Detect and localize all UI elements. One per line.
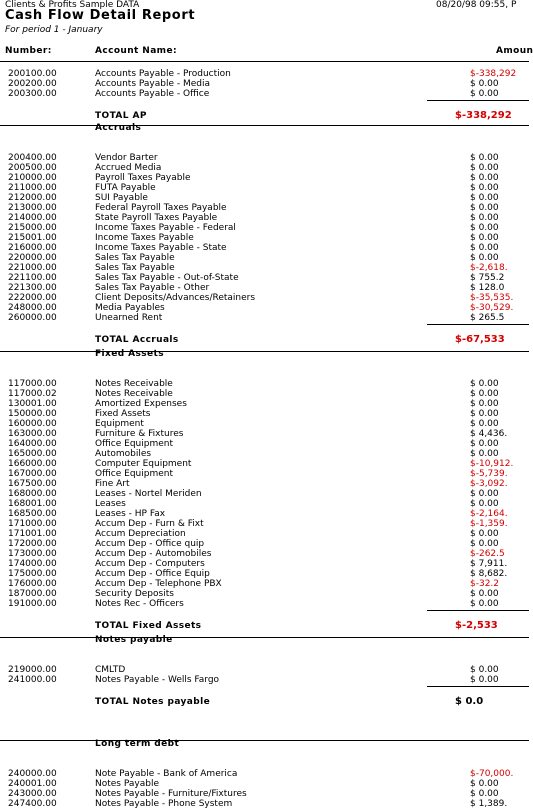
amount-value: $ 0.00 (470, 399, 499, 409)
section-total-amount: $-67,533 (455, 334, 505, 345)
table-row (0, 569, 529, 579)
account-name: Income Taxes Payable - State (95, 243, 227, 253)
table-row (0, 429, 529, 439)
amount-value: $ 0.00 (470, 499, 499, 509)
amount-value: $ 0.00 (470, 203, 499, 213)
account-number: 248000.00 (8, 303, 57, 313)
amount-value: $ 0.00 (470, 389, 499, 399)
account-number: 172000.00 (8, 539, 57, 549)
amount-value: $-338,292 (470, 69, 517, 79)
table-row (0, 79, 529, 89)
amount-value: $ 0.00 (470, 213, 499, 223)
account-number: 221100.00 (8, 273, 57, 283)
account-name: Fine Art (95, 479, 130, 489)
column-header-amount: Amoun (496, 46, 533, 56)
account-name: Furniture & Fixtures (95, 429, 184, 439)
account-number: 222000.00 (8, 293, 57, 303)
account-name: Vendor Barter (95, 153, 158, 163)
account-name: Accum Dep - Computers (95, 559, 205, 569)
amount-value: $ 0.00 (470, 489, 499, 499)
account-number: 200300.00 (8, 89, 57, 99)
amount-value: $ 0.00 (470, 665, 499, 675)
account-name: Automobiles (95, 449, 152, 459)
report-header (0, 0, 533, 60)
account-name: Sales Tax Payable (95, 263, 175, 273)
account-number: 176000.00 (8, 579, 57, 589)
account-number: 168500.00 (8, 509, 57, 519)
account-number: 117000.00 (8, 379, 57, 389)
account-number: 247400.00 (8, 799, 57, 809)
account-name: Accum Dep - Office Equip (95, 569, 210, 579)
account-number: 221300.00 (8, 283, 57, 293)
table-row (0, 509, 529, 519)
account-name: Sales Tax Payable - Other (95, 283, 210, 293)
account-name: Income Taxes Payable - Federal (95, 223, 236, 233)
company-name: Clients & Profits Sample DATA (5, 0, 140, 10)
account-number: 200400.00 (8, 153, 57, 163)
amount-value: $-262.5 (470, 549, 505, 559)
table-row (0, 489, 529, 499)
amount-value: $ 4,436. (470, 429, 508, 439)
account-name: Accrued Media (95, 163, 162, 173)
account-number: 187000.00 (8, 589, 57, 599)
table-row (0, 173, 529, 183)
table-row (0, 499, 529, 509)
account-number: 165000.00 (8, 449, 57, 459)
amount-value: $ 0.00 (470, 599, 499, 609)
amount-value: $-32.2 (470, 579, 500, 589)
account-number: 215000.00 (8, 223, 57, 233)
report-period: For period 1 - January (5, 25, 103, 35)
account-number: 174000.00 (8, 559, 57, 569)
table-row (0, 69, 529, 79)
account-name: Payroll Taxes Payable (95, 173, 191, 183)
table-row (0, 479, 529, 489)
table-row (0, 779, 529, 789)
account-number: 191000.00 (8, 599, 57, 609)
amount-value: $-3,092. (470, 479, 508, 489)
section-total-amount: $-338,292 (455, 110, 512, 121)
column-header-account: Account Name: (95, 46, 177, 56)
section-total-label: TOTAL AP (95, 111, 147, 121)
account-number: 240001.00 (8, 779, 57, 789)
amount-value: $ 0.00 (470, 253, 499, 263)
section-divider (0, 637, 529, 638)
column-header-number: Number: (5, 46, 52, 56)
account-name: Notes Payable (95, 779, 159, 789)
table-row (0, 589, 529, 599)
account-name: Amortized Expenses (95, 399, 187, 409)
account-name: Notes Payable - Wells Fargo (95, 675, 220, 685)
amount-value: $ 1,389. (470, 799, 508, 809)
table-row (0, 665, 529, 675)
section-total-amount: $-2,533 (455, 620, 498, 631)
table-row (0, 799, 529, 809)
amount-value: $-5,739. (470, 469, 508, 479)
table-row (0, 449, 529, 459)
table-row (0, 379, 529, 389)
account-name: Accum Depreciation (95, 529, 186, 539)
table-row (0, 459, 529, 469)
account-name: Unearned Rent (95, 313, 163, 323)
account-name: Notes Receivable (95, 389, 173, 399)
account-number: 221000.00 (8, 263, 57, 273)
table-row (0, 193, 529, 203)
account-name: Office Equipment (95, 469, 173, 479)
account-name: Income Taxes Payable (95, 233, 194, 243)
table-row (0, 399, 529, 409)
section-total-label: TOTAL Accruals (95, 335, 179, 345)
amount-value: $ 0.00 (470, 79, 499, 89)
subtotal-rule (427, 324, 529, 325)
table-row (0, 469, 529, 479)
amount-value: $-1,359. (470, 519, 508, 529)
account-name: Sales Tax Payable (95, 253, 175, 263)
account-number: 167000.00 (8, 469, 57, 479)
section-divider (0, 351, 529, 352)
account-name: Accum Dep - Telephone PBX (95, 579, 222, 589)
amount-value: $ 0.00 (470, 409, 499, 419)
account-name: Client Deposits/Advances/Retainers (95, 293, 256, 303)
amount-value: $ 128.0 (470, 283, 505, 293)
account-number: 167500.00 (8, 479, 57, 489)
amount-value: $ 0.00 (470, 419, 499, 429)
table-row (0, 203, 529, 213)
account-number: 220000.00 (8, 253, 57, 263)
account-number: 200200.00 (8, 79, 57, 89)
account-number: 211000.00 (8, 183, 57, 193)
table-row (0, 313, 529, 323)
account-number: 175000.00 (8, 569, 57, 579)
table-row (0, 599, 529, 609)
amount-value: $ 7,911. (470, 559, 508, 569)
print-datetime: 08/20/98 09:55, P (436, 0, 517, 10)
section-title: Notes payable (95, 635, 173, 645)
account-number: 240000.00 (8, 769, 57, 779)
section-divider (0, 740, 529, 741)
table-row (0, 263, 529, 273)
table-row (0, 273, 529, 283)
table-row (0, 253, 529, 263)
table-row (0, 283, 529, 293)
table-row (0, 163, 529, 173)
table-row (0, 183, 529, 193)
table-row (0, 439, 529, 449)
subtotal-rule (427, 686, 529, 687)
table-row (0, 243, 529, 253)
account-number: 166000.00 (8, 459, 57, 469)
account-number: 243000.00 (8, 789, 57, 799)
amount-value: $ 0.00 (470, 153, 499, 163)
account-number: 215001.00 (8, 233, 57, 243)
account-name: Leases - Nortel Meriden (95, 489, 202, 499)
table-row (0, 579, 529, 589)
account-number: 200500.00 (8, 163, 57, 173)
account-number: 173000.00 (8, 549, 57, 559)
account-number: 168000.00 (8, 489, 57, 499)
table-row (0, 529, 529, 539)
account-number: 160000.00 (8, 419, 57, 429)
section-total-label: TOTAL Fixed Assets (95, 621, 202, 631)
table-row (0, 223, 529, 233)
section-title: Accruals (95, 123, 142, 133)
amount-value: $ 0.00 (470, 675, 499, 685)
amount-value: $ 0.00 (470, 173, 499, 183)
amount-value: $ 8,682. (470, 569, 508, 579)
amount-value: $ 0.00 (470, 163, 499, 173)
table-row (0, 769, 529, 779)
section-title: Fixed Assets (95, 349, 164, 359)
account-name: Office Equipment (95, 439, 173, 449)
table-row (0, 675, 529, 685)
account-number: 168001.00 (8, 499, 57, 509)
amount-value: $-30,529. (470, 303, 514, 313)
section-divider (0, 61, 529, 62)
table-row (0, 389, 529, 399)
amount-value: $ 0.00 (470, 379, 499, 389)
account-number: 130001.00 (8, 399, 57, 409)
account-name: Accounts Payable - Media (95, 79, 211, 89)
table-row (0, 559, 529, 569)
account-name: Fixed Assets (95, 409, 151, 419)
account-number: 210000.00 (8, 173, 57, 183)
amount-value: $ 0.00 (470, 529, 499, 539)
table-row (0, 213, 529, 223)
account-name: Note Payable - Bank of America (95, 769, 238, 779)
amount-value: $ 0.00 (470, 183, 499, 193)
account-number: 241000.00 (8, 675, 57, 685)
account-number: 200100.00 (8, 69, 57, 79)
table-row (0, 303, 529, 313)
section-total-label: TOTAL Notes payable (95, 697, 211, 707)
account-number: 219000.00 (8, 665, 57, 675)
account-name: Notes Rec - Officers (95, 599, 184, 609)
account-name: Notes Payable - Phone System (95, 799, 233, 809)
amount-value: $-10,912. (470, 459, 514, 469)
account-number: 212000.00 (8, 193, 57, 203)
account-name: Accum Dep - Office quip (95, 539, 205, 549)
account-number: 117000.02 (8, 389, 57, 399)
section-total-amount: $ 0.0 (455, 696, 484, 707)
account-name: Accum Dep - Automobiles (95, 549, 212, 559)
table-row (0, 519, 529, 529)
table-row (0, 419, 529, 429)
amount-value: $ 0.00 (470, 89, 499, 99)
table-row (0, 409, 529, 419)
account-number: 171001.00 (8, 529, 57, 539)
amount-value: $ 0.00 (470, 779, 499, 789)
section-divider (0, 125, 529, 126)
account-name: State Payroll Taxes Payable (95, 213, 218, 223)
account-name: Computer Equipment (95, 459, 192, 469)
account-name: Leases - HP Fax (95, 509, 166, 519)
amount-value: $-70,000. (470, 769, 514, 779)
account-name: CMLTD (95, 665, 126, 675)
section-title: Long term debt (95, 739, 180, 749)
account-number: 163000.00 (8, 429, 57, 439)
account-name: Accum Dep - Furn & Fixt (95, 519, 204, 529)
table-row (0, 539, 529, 549)
report-title: Cash Flow Detail Report (5, 8, 196, 23)
amount-value: $ 755.2 (470, 273, 505, 283)
amount-value: $ 0.00 (470, 193, 499, 203)
amount-value: $-2,164. (470, 509, 508, 519)
subtotal-rule (427, 610, 529, 611)
table-row (0, 153, 529, 163)
amount-value: $ 0.00 (470, 233, 499, 243)
account-number: 214000.00 (8, 213, 57, 223)
account-number: 164000.00 (8, 439, 57, 449)
account-name: Equipment (95, 419, 144, 429)
account-name: Media Payables (95, 303, 165, 313)
table-row (0, 293, 529, 303)
account-name: Notes Payable - Furniture/Fixtures (95, 789, 247, 799)
table-row (0, 233, 529, 243)
account-name: FUTA Payable (95, 183, 156, 193)
amount-value: $ 0.00 (470, 789, 499, 799)
table-row (0, 89, 529, 99)
account-name: Security Deposits (95, 589, 174, 599)
account-number: 171000.00 (8, 519, 57, 529)
account-number: 216000.00 (8, 243, 57, 253)
account-number: 260000.00 (8, 313, 57, 323)
amount-value: $ 0.00 (470, 243, 499, 253)
account-name: Sales Tax Payable - Out-of-State (95, 273, 239, 283)
table-row (0, 789, 529, 799)
amount-value: $ 0.00 (470, 439, 499, 449)
amount-value: $ 0.00 (470, 589, 499, 599)
amount-value: $ 265.5 (470, 313, 505, 323)
account-name: Notes Receivable (95, 379, 173, 389)
subtotal-rule (427, 100, 529, 101)
account-number: 150000.00 (8, 409, 57, 419)
account-name: Accounts Payable - Production (95, 69, 231, 79)
account-number: 213000.00 (8, 203, 57, 213)
account-name: Federal Payroll Taxes Payable (95, 203, 227, 213)
table-row (0, 549, 529, 559)
amount-value: $ 0.00 (470, 449, 499, 459)
amount-value: $-35,535. (470, 293, 514, 303)
account-name: SUI Payable (95, 193, 148, 203)
account-name: Leases (95, 499, 126, 509)
amount-value: $ 0.00 (470, 223, 499, 233)
amount-value: $-2,618. (470, 263, 508, 273)
account-name: Accounts Payable - Office (95, 89, 210, 99)
amount-value: $ 0.00 (470, 539, 499, 549)
